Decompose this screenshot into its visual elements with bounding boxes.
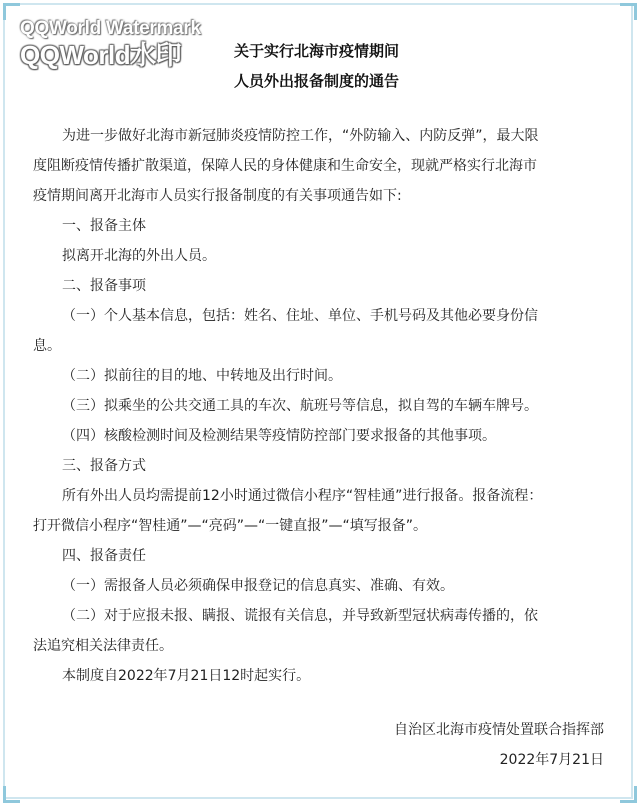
watermark <box>20 18 201 70</box>
title-line1: 关于实行北海市疫情期间 <box>234 42 400 60</box>
section3-text-line2: 打开微信小程序“智桂通”—“亮码”—“一键直报”—“填写报备”。 <box>33 518 428 534</box>
section2-item3: （三）拟乘坐的公共交通工具的车次、航班号等信息，拟自驾的车辆车牌号。 <box>62 398 538 414</box>
section2-item1-line2: 息。 <box>33 338 61 354</box>
section3-heading: 三、报备方式 <box>62 458 146 474</box>
section4-item1: （一）需报备人员必须确保申报登记的信息真实、准确、有效。 <box>62 578 454 594</box>
corner-ornament <box>3 786 20 803</box>
section1-text: 拟离开北海的外出人员。 <box>62 248 216 264</box>
section4-item2-line1: （二）对于应报未报、瞒报、谎报有关信息，并导致新型冠状病毒传播的，依 <box>62 608 538 624</box>
issuing-authority: 自治区北海市疫情处置联合指挥部 <box>394 722 604 738</box>
section3-text-line1: 所有外出人员均需提前12小时通过微信小程序“智桂通”进行报备。报备流程： <box>62 488 543 504</box>
section1-heading: 一、报备主体 <box>62 218 146 234</box>
watermark-line2: QQWorld水印 <box>20 40 182 70</box>
title-line2: 人员外出报备制度的通告 <box>234 72 400 90</box>
section4-heading: 四、报备责任 <box>62 548 146 564</box>
section2-heading: 二、报备事项 <box>62 278 146 294</box>
effective-date-text: 本制度自2022年7月21日12时起实行。 <box>62 668 311 684</box>
issue-date: 2022年7月21日 <box>499 752 604 768</box>
watermark-line1: QQWorld Watermark <box>20 18 201 39</box>
section2-item4: （四）核酸检测时间及检测结果等疫情防控部门要求报备的其他事项。 <box>62 428 496 444</box>
corner-ornament <box>620 786 637 803</box>
section4-item2-line2: 法追究相关法律责任。 <box>33 638 173 654</box>
intro-line2: 度阻断疫情传播扩散渠道，保障人民的身体健康和生命安全，现就严格实行北海市 <box>33 158 537 174</box>
intro-line1: 为进一步做好北海市新冠肺炎疫情防控工作，“外防输入、内防反弹”，最大限 <box>62 128 539 144</box>
corner-ornament <box>3 3 20 20</box>
section2-item2: （二）拟前往的目的地、中转地及出行时间。 <box>62 368 342 384</box>
notice-title <box>234 36 399 96</box>
intro-line3: 疫情期间离开北海市人员实行报备制度的有关事项通告如下: <box>33 188 402 204</box>
section2-item1-line1: （一）个人基本信息，包括：姓名、住址、单位、手机号码及其他必要身份信 <box>62 308 538 324</box>
corner-ornament <box>620 3 637 20</box>
